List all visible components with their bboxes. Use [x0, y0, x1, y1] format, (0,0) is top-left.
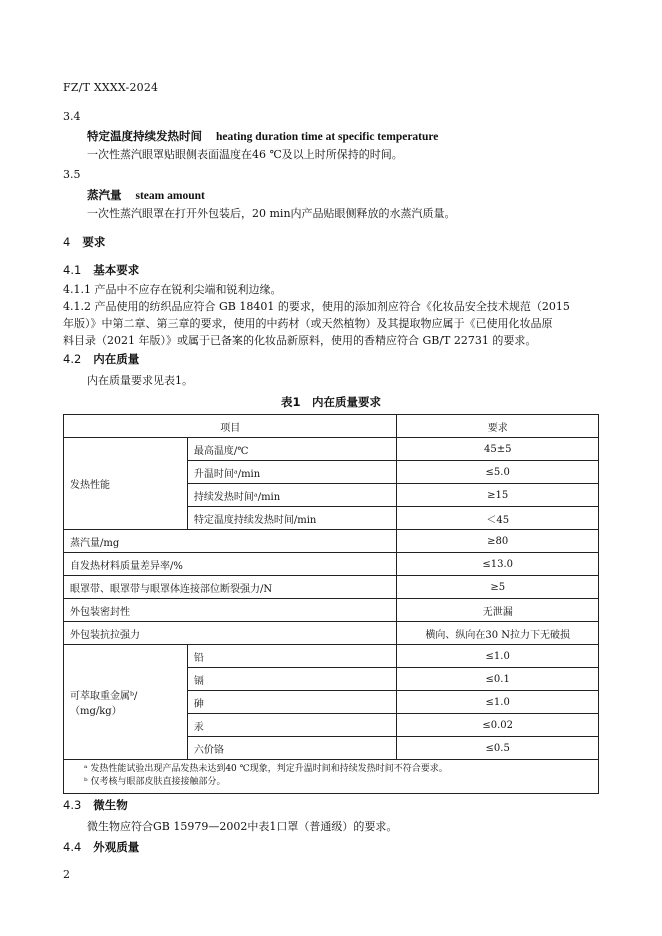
note-a: ᵃ 发热性能试验出现产品发热未达到40 ℃现象，判定升温时间和持续发热时间不符合要求。: [84, 764, 448, 774]
row-item: 六价铬: [187, 737, 397, 760]
term-en: heating duration time at specific temperature: [216, 131, 439, 143]
section-title: 要求: [82, 235, 106, 249]
section-number: 4.2: [63, 352, 82, 366]
clause-3-4-term: [87, 128, 438, 144]
table-header-row: [64, 415, 599, 438]
section-title: 基本要求: [93, 263, 140, 277]
clause-3-5-number: 3.5: [63, 168, 81, 181]
header-requirement: 要求: [397, 415, 599, 438]
table-row: [64, 553, 599, 576]
term-cn: 蒸汽量: [87, 188, 122, 202]
header-item: 项目: [64, 415, 397, 438]
row-requirement: 横向、纵向在30 N拉力下无破损: [397, 622, 599, 645]
row-item: 汞: [187, 714, 397, 737]
section-4-3-heading: [63, 797, 128, 813]
table-row: [64, 438, 599, 461]
table-caption: 表1 内在质量要求: [280, 395, 381, 409]
row-requirement: ≤1.0: [397, 645, 599, 668]
row-item: 镉: [187, 668, 397, 691]
group-extractable-heavy-metals: 可萃取重金属ᵇ/（mg/kg）: [64, 645, 188, 760]
row-requirement: ≤13.0: [397, 553, 599, 576]
row-item: 自发热材料质量差异率/%: [64, 553, 397, 576]
clause-text: 产品中不应存在锐利尖端和锐利边缘。: [94, 283, 282, 296]
table-row: [64, 530, 599, 553]
row-requirement: ≤0.02: [397, 714, 599, 737]
section-number: 4.4: [63, 840, 82, 854]
section-4-3-text: 微生物应符合GB 15979—2002中表1口罩（普通级）的要求。: [87, 820, 398, 833]
row-requirement: ≤0.1: [397, 668, 599, 691]
clause-3-5-term: [87, 187, 205, 203]
row-item: 眼罩带、眼罩带与眼罩体连接部位断裂强力/N: [64, 576, 397, 599]
row-requirement: 45±5: [397, 438, 599, 461]
section-title: 外观质量: [93, 840, 140, 854]
row-item: 最高温度/℃: [187, 438, 397, 461]
table-notes-row: [64, 760, 599, 794]
row-item: 外包装密封性: [64, 599, 397, 622]
term-en: steam amount: [135, 190, 205, 202]
clause-3-4-definition: 一次性蒸汽眼罩贴眼侧表面温度在46 ℃及以上时所保持的时间。: [87, 148, 403, 161]
row-item: 升温时间ᵃ/min: [187, 461, 397, 484]
section-title: 内在质量: [93, 352, 140, 366]
row-requirement: 无泄漏: [397, 599, 599, 622]
row-item: 特定温度持续发热时间/min: [187, 507, 397, 530]
document-header: FZ/T XXXX-2024: [63, 81, 159, 94]
page-number: 2: [63, 868, 70, 881]
clause-line-1: 4.1.2 产品使用的纺织品应符合 GB 18401 的要求，使用的添加剂应符合《化妆品安全技术规范（2015: [63, 300, 570, 313]
clause-4-1-1: [63, 281, 282, 297]
section-4-2-heading: [63, 351, 139, 367]
row-item: 持续发热时间ᵃ/min: [187, 484, 397, 507]
clause-3-4-number: 3.4: [63, 110, 81, 123]
row-item: 铅: [187, 645, 397, 668]
section-4-4-heading: [63, 839, 139, 855]
group-heat-performance: 发热性能: [64, 438, 188, 530]
section-4-1-heading: [63, 262, 139, 278]
section-title: 微生物: [93, 798, 128, 812]
section-number: 4.1: [63, 263, 82, 277]
row-requirement: ≥5: [397, 576, 599, 599]
row-requirement: ≤0.5: [397, 737, 599, 760]
table-row: [64, 622, 599, 645]
clause-number: 4.1.2: [63, 300, 91, 313]
row-requirement: ＜45: [397, 507, 599, 530]
table-row: [64, 599, 599, 622]
row-requirement: ≤5.0: [397, 461, 599, 484]
section-number: 4: [63, 235, 71, 249]
clause-line-3: 料目录（2021 年版）》或属于已备案的化妆品新原料，使用的香精应符合 GB/T 22731 的要求。: [63, 334, 537, 347]
section-4-2-text: 内在质量要求见表1。: [87, 374, 193, 387]
note-b: ᵇ 仅考核与眼部皮肤直接接触部分。: [84, 777, 226, 787]
table-row: [64, 645, 599, 668]
row-item: 蒸汽量/mg: [64, 530, 397, 553]
row-requirement: ≤1.0: [397, 691, 599, 714]
term-cn: 特定温度持续发热时间: [87, 129, 202, 143]
row-requirement: ≥80: [397, 530, 599, 553]
table-notes: [64, 760, 599, 794]
row-requirement: ≥15: [397, 484, 599, 507]
section-number: 4.3: [63, 798, 82, 812]
clause-4-1-2: [63, 298, 599, 349]
clause-line-2: 年版）》中第二章、第三章的要求，使用的中药材（或天然植物）及其提取物应属于《已使用化妆品原: [63, 317, 553, 330]
section-4-heading: [63, 234, 105, 250]
row-item: 外包装抗拉强力: [64, 622, 397, 645]
table-row: [64, 576, 599, 599]
clause-number: 4.1.1: [63, 283, 91, 296]
requirements-table: [63, 414, 599, 794]
clause-3-5-definition: 一次性蒸汽眼罩在打开外包装后，20 min内产品贴眼侧释放的水蒸汽质量。: [87, 207, 456, 220]
row-item: 砷: [187, 691, 397, 714]
